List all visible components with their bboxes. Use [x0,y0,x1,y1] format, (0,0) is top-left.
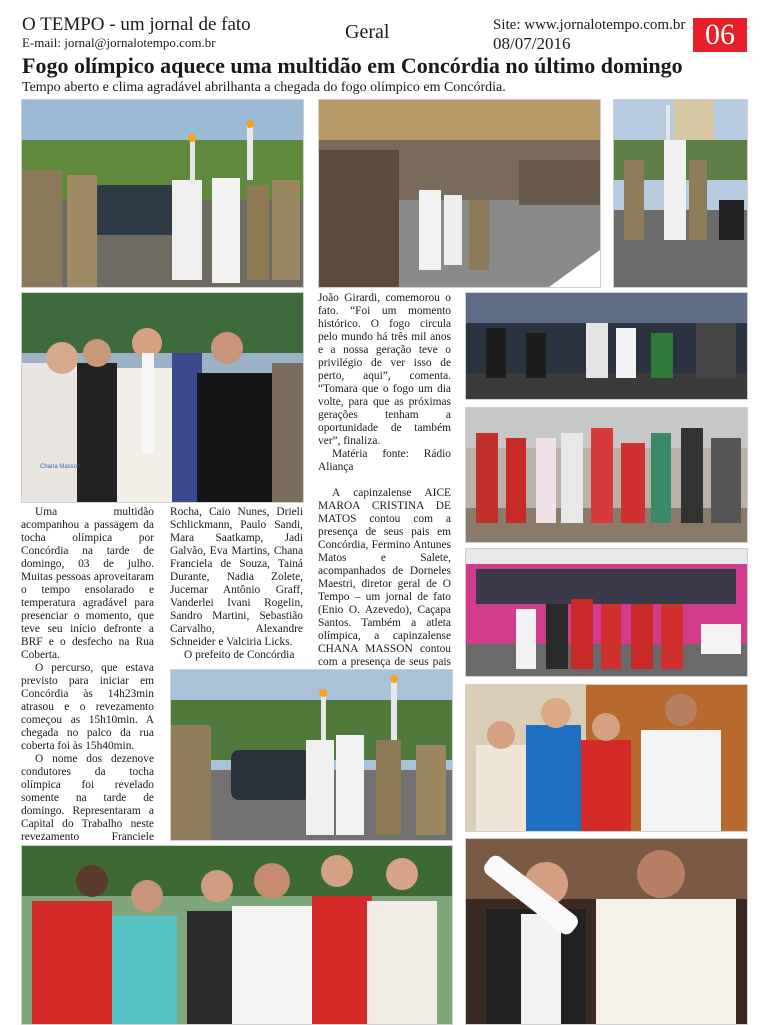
newspaper-site: Site: www.jornalotempo.com.br [493,17,686,33]
article-headline: Fogo olímpico aquece uma multidão em Concórdia no último domingo [22,53,683,78]
photo-torch-crowd-avenue [318,99,601,288]
newspaper-name: O TEMPO - um jornal de fato [22,14,251,35]
article-col3-paragraph-1: João Girardi, comemorou o fato. “Foi um momento histórico. O fogo circula pelo mundo há três mil anos e a nossa geração teve o privilégio de ver isso de perto, aqui”, comenta. “Tomara que o fogo um dia volte, para que as próximas gerações tenham a oportunidade de também ver”, finaliza. [318,292,451,447]
photo-torch-relay-car [170,669,453,841]
photo-men-with-torch [465,838,748,1025]
shirt-print-text: Chana Masson [40,464,81,470]
article-column-2 [170,506,303,662]
photo-torch-runner [613,99,748,288]
section-label: Geral [345,21,390,43]
photo-women-with-torch [21,292,304,503]
article-col1-paragraph-3: O nome dos dezenove condutores da tocha olímpica foi revelado somente na tarde de domingo. Representaram a Capital do Trabalho neste revezamento Franciele [21,753,154,843]
article-column-1 [21,506,154,870]
article-column-3 [318,292,451,682]
article-col2-paragraph-2: O prefeito de Concórdia [184,649,295,661]
page-number-badge: 06 [693,18,747,52]
article-col2-paragraph-1: Rocha, Caio Nunes, Drieli Schlickmann, Paulo Sandi, Mara Saatkamp, Jadi Galvão, Eva Martins, Chana Franciela de Souza, Tainá Durante, Nadia Zolete, Jucemar Antônio Graff, Vanderlei Ivani Rogelin, Sandro Martini, Sebastião Carvalho, Alexandre Schneider e Valciria Licks. [170,506,303,648]
article-col1-paragraph-2: O percurso, que estava previsto para iniciar em Concórdia às 14h23min atrasou e o revezamento começou as 15h10min. A chegada no palco da rua coberta foi às 15h40min. [21,662,154,752]
photo-group-outdoor [21,845,453,1025]
article-source: Matéria fonte: Rádio Aliança [318,448,451,473]
article-col1-paragraph-1: Uma multidão acompanhou a passagem da tocha olímpica por Concórdia na tarde de domingo, 03 de julho. Muitas pessoas aproveitaram o tempo ensolarado e temperatura agradável para presenciar o momento, que teve seu início defronte a BRF e o desfecho na Rua Coberta. [21,506,154,661]
article-col3-paragraph-2: A capinzalense AICE MAROA CRISTINA DE MATOS contou com a presença de seus pais em Concórdia, Fermino Antunes Matos e Salete, acompanhados de Dorneles Maestri, diretor geral de O Tempo – um jornal de fato (Enio O. Azevedo), Caçapa Santos. Também a atleta olímpica, a capinzalense CHANA MASSON contou com a presença de seus pais [318,487,451,668]
photo-stage-ceremony [465,292,748,400]
photo-torch-street-relay [21,99,304,288]
photo-indoor-group [465,684,748,832]
photo-group-bus [465,548,748,677]
issue-date: 08/07/2016 [493,34,571,53]
photo-group-town-square [465,407,748,543]
article-subheadline: Tempo aberto e clima agradável abrilhanta a chegada do fogo olímpico em Concórdia. [22,80,506,95]
newspaper-email: E-mail: jornal@jornalotempo.com.br [22,35,216,50]
